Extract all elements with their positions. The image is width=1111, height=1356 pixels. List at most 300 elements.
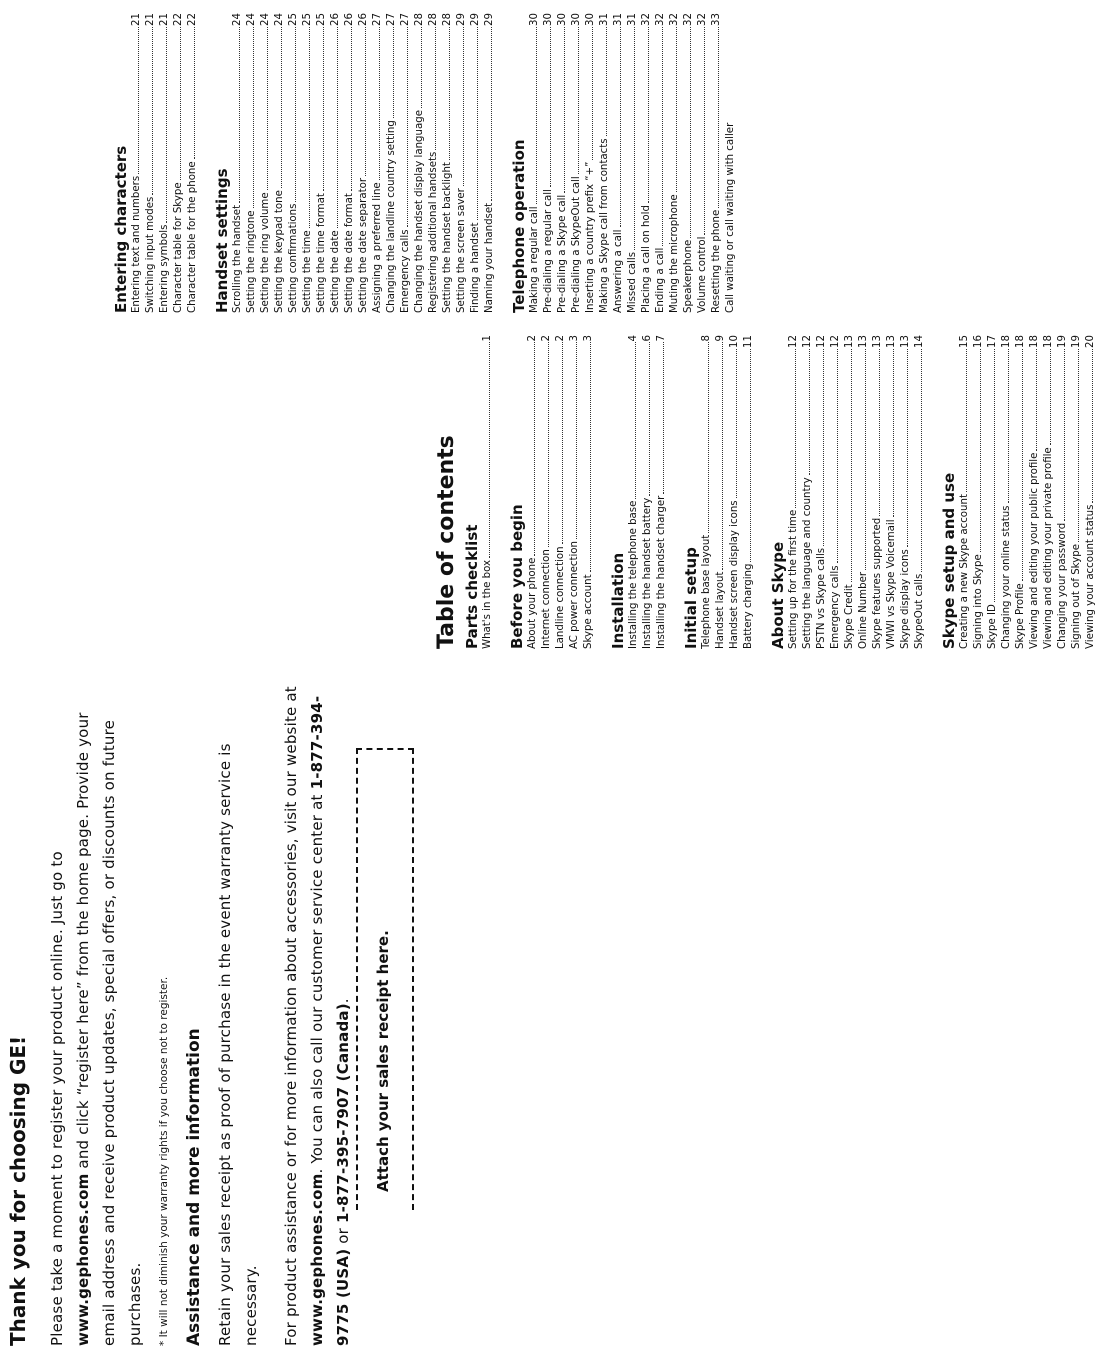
toc-leader-dots (281, 27, 282, 188)
toc-section (769, 335, 927, 649)
toc-leader-dots (966, 349, 967, 492)
toc-page-number: 11 (743, 335, 754, 348)
toc-entry[interactable] (1028, 335, 1042, 649)
toc-leader-dots (620, 27, 621, 228)
toc-leader-dots (921, 349, 922, 572)
toc-entry-title: Pre-dialing a Skype call (557, 194, 568, 313)
toc-page-number: 30 (571, 13, 582, 26)
toc-entry-title: Handset layout (715, 571, 726, 649)
toc-entry[interactable] (570, 13, 584, 313)
toc-leader-dots (662, 27, 663, 246)
welcome-title: Thank you for choosing GE! (6, 1035, 30, 1346)
toc-page-number: 27 (386, 13, 397, 26)
toc-leader-dots (576, 342, 577, 539)
toc-page-number: 32 (697, 13, 708, 26)
toc-leader-dots (994, 349, 995, 602)
toc-entry[interactable] (742, 335, 756, 649)
toc-entry[interactable] (710, 13, 724, 313)
toc-page-number: 18 (1015, 335, 1026, 348)
toc-leader-dots (477, 27, 478, 220)
toc-entry[interactable] (329, 13, 343, 313)
toc-page-number: 28 (414, 13, 425, 26)
toc-entry-title: Missed calls (627, 251, 638, 313)
toc-entry[interactable] (526, 335, 540, 649)
toc-entry-title: Setting the ringtone (246, 210, 257, 313)
toc-page-number: 22 (187, 13, 198, 26)
toc-entry[interactable] (1000, 335, 1014, 649)
toc-entry[interactable] (413, 13, 427, 313)
assistance-heading: Assistance and more information (184, 1028, 204, 1346)
toc-leader-dots (491, 27, 492, 201)
toc-page-number: 29 (456, 13, 467, 26)
toc-section-heading: Skype setup and use (940, 472, 958, 649)
toc-section-heading: Handset settings (213, 168, 231, 313)
toc-section (463, 335, 495, 649)
toc-entry-title: Resetting the phone (711, 209, 722, 313)
toc-entry[interactable] (273, 13, 287, 313)
toc-leader-dots (879, 349, 880, 516)
toc-page-number: 18 (1043, 335, 1054, 348)
toc-entry-title: Skype ID (987, 604, 998, 649)
toc-entry[interactable] (972, 335, 986, 649)
toc-entry[interactable] (371, 13, 385, 313)
toc-page-number: 22 (173, 13, 184, 26)
toc-leader-dots (1092, 349, 1093, 503)
toc-column-2 (108, 13, 751, 313)
toc-page-number: 32 (669, 13, 680, 26)
toc-entry-title: Placing a call on hold (641, 205, 652, 313)
toc-section (510, 13, 738, 313)
toc-entry-title: Emergency calls (830, 565, 841, 649)
toc-entry[interactable] (481, 335, 495, 649)
toc-leader-dots (295, 27, 296, 202)
toc-leader-dots (634, 27, 635, 250)
toc-page-number: 19 (1057, 335, 1068, 348)
toc-entry[interactable] (441, 13, 455, 313)
toc-leader-dots (267, 27, 268, 190)
toc-page-number: 8 (701, 335, 712, 342)
toc-entry-title: Making a Skype call from contacts (599, 138, 610, 313)
toc-leader-dots (676, 27, 677, 192)
toc-entry-title: Character table for Skype (173, 182, 184, 313)
toc-page-number: 24 (260, 13, 271, 26)
toc-entry[interactable] (556, 13, 570, 313)
toc-page-number: 19 (1071, 335, 1082, 348)
toc-entry-title: Setting the date separator (358, 177, 369, 313)
toc-page-number: 24 (246, 13, 257, 26)
toc-page-number: 31 (613, 13, 624, 26)
toc-leader-dots (708, 342, 709, 532)
toc-page-number: 7 (656, 335, 667, 342)
toc-entry[interactable] (399, 13, 413, 313)
toc-entry[interactable] (1042, 335, 1056, 649)
toc-entry-title: Inserting a country prefix “+” (585, 161, 596, 313)
toc-entry-title: About your phone (527, 557, 538, 649)
toc-entry[interactable] (696, 13, 710, 313)
toc-entry[interactable] (899, 335, 913, 649)
toc-entry-title: Telephone base layout (701, 534, 712, 649)
toc-leader-dots (590, 342, 591, 572)
toc-page-number: 32 (641, 13, 652, 26)
toc-leader-dots (435, 27, 436, 150)
toc-entry-title: Online Number (858, 571, 869, 649)
toc-entry-title: Muting the microphone (669, 194, 680, 313)
toc-entry[interactable] (829, 335, 843, 649)
receipt-paragraph: Retain your sales receipt as proof of purchase in the event warranty service is necessary. (216, 743, 260, 1346)
toc-leader-dots (393, 27, 394, 118)
toc-page-number: 30 (557, 13, 568, 26)
toc-section (609, 335, 669, 649)
toc-entry[interactable] (584, 13, 598, 313)
toc-page-number: 21 (131, 13, 142, 26)
toc-entry-title: Setting the language and country (802, 477, 813, 649)
toc-leader-dots (564, 27, 565, 193)
toc-page-number: 13 (900, 335, 911, 348)
toc-entry-title: Changing your online status (1001, 505, 1012, 649)
toc-leader-dots (337, 27, 338, 228)
toc-leader-dots (736, 349, 737, 498)
toc-entry[interactable] (287, 13, 301, 313)
toc-entry[interactable] (144, 13, 158, 313)
toc-entry-title: Internet connection (541, 549, 552, 649)
toc-page-number: 27 (400, 13, 411, 26)
toc-section-heading: Parts checklist (463, 524, 481, 649)
toc-entry[interactable] (598, 13, 612, 313)
toc-section (508, 335, 596, 649)
toc-page-number: 2 (555, 335, 566, 342)
receipt-attach-box (356, 748, 414, 1210)
toc-entry-title: Finding a handset (470, 222, 481, 313)
toc-entry-title: Skype features supported (872, 517, 883, 649)
toc-leader-dots (809, 349, 810, 475)
toc-leader-dots (323, 27, 324, 191)
website-link[interactable]: www.gephones.com (74, 1173, 92, 1346)
toc-column-1 (434, 335, 1111, 649)
toc-page-number: 32 (655, 13, 666, 26)
toc-entry[interactable] (301, 13, 315, 313)
toc-entry[interactable] (582, 335, 596, 649)
toc-entry-title: Landline connection (555, 546, 566, 649)
toc-entry[interactable] (655, 335, 669, 649)
toc-entry[interactable] (654, 13, 668, 313)
toc-entry[interactable] (871, 335, 885, 649)
toc-entry[interactable] (986, 335, 1000, 649)
toc-entry-title: Setting the date format (344, 193, 355, 313)
toc-entry[interactable] (626, 13, 640, 313)
toc-entry-title: AC power connection (569, 541, 580, 649)
toc-entry-title: Skype Profile (1015, 583, 1026, 649)
toc-page-number: 12 (830, 335, 841, 348)
toc-page-number: 26 (344, 13, 355, 26)
toc-entry[interactable] (668, 13, 682, 313)
toc-leader-dots (722, 342, 723, 569)
toc-entry[interactable] (958, 335, 972, 649)
toc-entry[interactable] (427, 13, 441, 313)
toc-entry-title: Setting the ring volume (260, 192, 271, 313)
toc-page-number: 21 (159, 13, 170, 26)
toc-entry[interactable] (641, 335, 655, 649)
toc-leader-dots (379, 27, 380, 180)
toc-entry[interactable] (728, 335, 742, 649)
toc-entry-title: Volume control (697, 236, 708, 313)
toc-page-number: 25 (302, 13, 313, 26)
toc-leader-dots (152, 27, 153, 195)
toc-entry[interactable] (542, 13, 556, 313)
toc-list-1 (463, 335, 1098, 649)
register-paragraph: Please take a moment to register your product online. Just go to www.gephones.com and click “register here” from the home page. Provide your email address and receive product updates, special offers, or discounts on future purchases. (48, 712, 144, 1346)
toc-leader-dots (194, 27, 195, 159)
toc-entry-title: Battery charging (743, 563, 754, 649)
toc-entry[interactable] (483, 13, 497, 313)
toc-page-number: 29 (484, 13, 495, 26)
toc-page-number: 13 (872, 335, 883, 348)
toc-section-heading: About Skype (769, 541, 787, 649)
toc-entry-title: Setting the keypad tone (274, 190, 285, 313)
toc-leader-dots (449, 27, 450, 160)
toc-page-number: 1 (482, 335, 493, 342)
toc-entry-title: Registering additional handsets (428, 151, 439, 313)
toc-page-number: 18 (1029, 335, 1040, 348)
toc-entry-title: Setting the time format (316, 193, 327, 313)
toc-entry[interactable] (1070, 335, 1084, 649)
toc-page-number: 28 (442, 13, 453, 26)
toc-entry-title: Call waiting or call waiting with caller (725, 122, 736, 313)
toc-page-number: 26 (330, 13, 341, 26)
support-paragraph: For product assistance or for more information about accessories, visit our website at www.gephones.com. You can also call our customer service center at 1-877-394-9775 (USA) or 1-877-395-7907 (Canada). (282, 686, 352, 1346)
toc-page-number: 25 (316, 13, 327, 26)
toc-entry[interactable] (186, 13, 200, 313)
toc-page-number: 29 (470, 13, 481, 26)
toc-entry[interactable] (385, 13, 399, 313)
toc-leader-dots (1008, 349, 1009, 504)
toc-entry[interactable] (554, 335, 568, 649)
toc-entry-title: Emergency calls (400, 229, 411, 313)
toc-entry[interactable] (315, 13, 329, 313)
toc-entry-title: Creating a new Skype account (959, 494, 970, 649)
toc-leader-dots (606, 27, 607, 137)
toc-entry[interactable] (843, 335, 857, 649)
toc-entry[interactable] (612, 13, 626, 313)
toc-page-number: 13 (858, 335, 869, 348)
toc-section-heading: Installation (609, 552, 627, 649)
toc-entry[interactable] (714, 335, 728, 649)
toc-entry[interactable] (528, 13, 542, 313)
toc-leader-dots (865, 349, 866, 570)
toc-page-number: 16 (973, 335, 984, 348)
toc-leader-dots (138, 27, 139, 174)
toc-page-number: 24 (274, 13, 285, 26)
toc-leader-dots (907, 349, 908, 547)
toc-entry-title: SkypeOut calls (914, 573, 925, 649)
toc-leader-dots (1036, 349, 1037, 451)
toc-entry-title: Installing the handset battery (642, 497, 653, 649)
toc-entry-title: Signing out of Skype (1071, 544, 1082, 649)
toc-entry-title: Setting the handset backlight (442, 162, 453, 313)
toc-entry[interactable] (724, 13, 738, 313)
toc-page-number: 2 (541, 335, 552, 342)
toc-page-number: 13 (844, 335, 855, 348)
toc-entry[interactable] (1084, 335, 1098, 649)
toc-leader-dots (180, 27, 181, 180)
toc-page-number: 25 (288, 13, 299, 26)
toc-leader-dots (407, 27, 408, 228)
toc-leader-dots (489, 342, 490, 558)
toc-entry[interactable] (245, 13, 259, 313)
toc-page-number: 4 (628, 335, 639, 342)
toc-entry[interactable] (231, 13, 245, 313)
toc-leader-dots (1078, 349, 1079, 542)
welcome-column (6, 686, 392, 1346)
toc-entry-title: Viewing your account status (1085, 504, 1096, 649)
toc-entry[interactable] (158, 13, 172, 313)
toc-leader-dots (704, 27, 705, 235)
toc-leader-dots (592, 27, 593, 160)
toc-leader-dots (534, 342, 535, 555)
toc-entry-title: Signing into Skype (973, 554, 984, 649)
toc-list-2 (112, 13, 738, 313)
toc-entry-title: Entering text and numbers (131, 175, 142, 313)
toc-entry-title: Handset screen display icons (729, 500, 740, 649)
toc-entry[interactable] (640, 13, 654, 313)
phone-usa: 1-877-394-9775 (USA) (308, 695, 352, 1346)
toc-leader-dots (309, 27, 310, 228)
toc-entry[interactable] (1014, 335, 1028, 649)
toc-page-number: 18 (1001, 335, 1012, 348)
toc-entry-title: Setting the screen saver (456, 188, 467, 313)
toc-leader-dots (421, 27, 422, 108)
toc-leader-dots (1064, 349, 1065, 521)
toc-page-number: 12 (816, 335, 827, 348)
website-link-2[interactable]: www.gephones.com (308, 1173, 326, 1346)
toc-section-heading: Before you begin (508, 504, 526, 649)
toc-entry-title: Setting up for the first time (788, 509, 799, 649)
toc-entry[interactable] (627, 335, 641, 649)
toc-entry-title: Changing the handset display language (414, 110, 425, 313)
toc-page-number: 21 (145, 13, 156, 26)
toc-page-number: 3 (569, 335, 580, 342)
toc-leader-dots (750, 349, 751, 562)
toc-leader-dots (1050, 349, 1051, 445)
toc-leader-dots (1022, 349, 1023, 581)
toc-entry-title: Viewing and editing your public profile (1029, 452, 1040, 649)
toc-leader-dots (578, 27, 579, 174)
toc-leader-dots (239, 27, 240, 203)
toc-page-number: 10 (729, 335, 740, 348)
toc-leader-dots (253, 27, 254, 208)
toc-entry-title: What's in the box (482, 559, 493, 649)
toc-section (112, 13, 200, 313)
toc-page-number: 27 (372, 13, 383, 26)
toc-leader-dots (649, 342, 650, 495)
toc-entry[interactable] (172, 13, 186, 313)
toc-entry[interactable] (130, 13, 144, 313)
toc-entry-title: PSTN vs Skype calls (816, 547, 827, 649)
toc-page-number: 14 (914, 335, 925, 348)
toc-page-number: 20 (1085, 335, 1096, 348)
toc-leader-dots (823, 349, 824, 546)
toc-entry[interactable] (259, 13, 273, 313)
toc-page-number: 30 (529, 13, 540, 26)
toc-entry[interactable] (540, 335, 554, 649)
toc-entry[interactable] (469, 13, 483, 313)
toc-entry[interactable] (1056, 335, 1070, 649)
toc-entry[interactable] (343, 13, 357, 313)
toc-entry-title: Entering symbols (159, 224, 170, 313)
toc-entry-title: Character table for the phone (187, 161, 198, 313)
toc-leader-dots (718, 27, 719, 208)
toc-entry[interactable] (815, 335, 829, 649)
toc-entry[interactable] (787, 335, 801, 649)
toc-leader-dots (648, 27, 649, 203)
toc-entry[interactable] (455, 13, 469, 313)
toc-entry[interactable] (357, 13, 371, 313)
toc-entry-title: Assigning a preferred line (372, 182, 383, 313)
toc-entry-title: Changing your password (1057, 522, 1068, 649)
toc-page-number: 12 (788, 335, 799, 348)
toc-page-number: 32 (683, 13, 694, 26)
toc-page-number: 30 (543, 13, 554, 26)
toc-leader-dots (536, 27, 537, 204)
toc-entry-title: Changing the landline country setting (386, 120, 397, 313)
toc-section (940, 335, 1098, 649)
toc-leader-dots (463, 27, 464, 186)
toc-page-number: 24 (232, 13, 243, 26)
toc-section (213, 13, 497, 313)
toc-entry[interactable] (857, 335, 871, 649)
toc-page-number: 31 (599, 13, 610, 26)
toc-entry-title: Scrolling the handset (232, 204, 243, 313)
toc-page-number: 15 (959, 335, 970, 348)
warranty-note: * It will not diminish your warranty rights if you choose not to register. (158, 976, 170, 1346)
toc-leader-dots (351, 27, 352, 191)
toc-entry-title: Setting the date (330, 230, 341, 313)
toc-page-number: 31 (627, 13, 638, 26)
toc-page-number: 2 (527, 335, 538, 342)
toc-entry[interactable] (913, 335, 927, 649)
toc-page-number: 12 (802, 335, 813, 348)
toc-entry-title: Installing the handset charger (656, 495, 667, 649)
toc-entry[interactable] (682, 13, 696, 313)
toc-page-number: 17 (987, 335, 998, 348)
toc-entry-title: Setting the time (302, 230, 313, 313)
toc-entry-title: Setting confirmations (288, 203, 299, 313)
toc-leader-dots (837, 349, 838, 564)
toc-section-heading: Initial setup (682, 547, 700, 649)
toc-page-number: 26 (358, 13, 369, 26)
toc-entry[interactable] (568, 335, 582, 649)
toc-entry-title: Installing the telephone base (628, 500, 639, 649)
toc-entry-title: Switching input modes (145, 196, 156, 313)
phone-canada: 1-877-395-7907 (Canada) (334, 1003, 352, 1224)
toc-leader-dots (550, 27, 551, 187)
toc-page-number: 9 (715, 335, 726, 342)
toc-leader-dots (663, 342, 664, 493)
toc-entry-title: Pre-dialing a SkypeOut call (571, 176, 582, 313)
toc-entry-title: Making a regular call (529, 206, 540, 313)
toc-entry[interactable] (801, 335, 815, 649)
toc-entry[interactable] (700, 335, 714, 649)
toc-leader-dots (635, 342, 636, 498)
toc-title: Table of contents (434, 435, 459, 649)
toc-entry[interactable] (885, 335, 899, 649)
toc-leader-dots (795, 349, 796, 508)
toc-leader-dots (562, 342, 563, 544)
toc-leader-dots (851, 349, 852, 582)
toc-page-number: 6 (642, 335, 653, 342)
toc-entry-title: VMWI vs Skype Voicemail (886, 519, 897, 649)
toc-leader-dots (365, 27, 366, 176)
toc-entry-title: Naming your handset (484, 202, 495, 313)
